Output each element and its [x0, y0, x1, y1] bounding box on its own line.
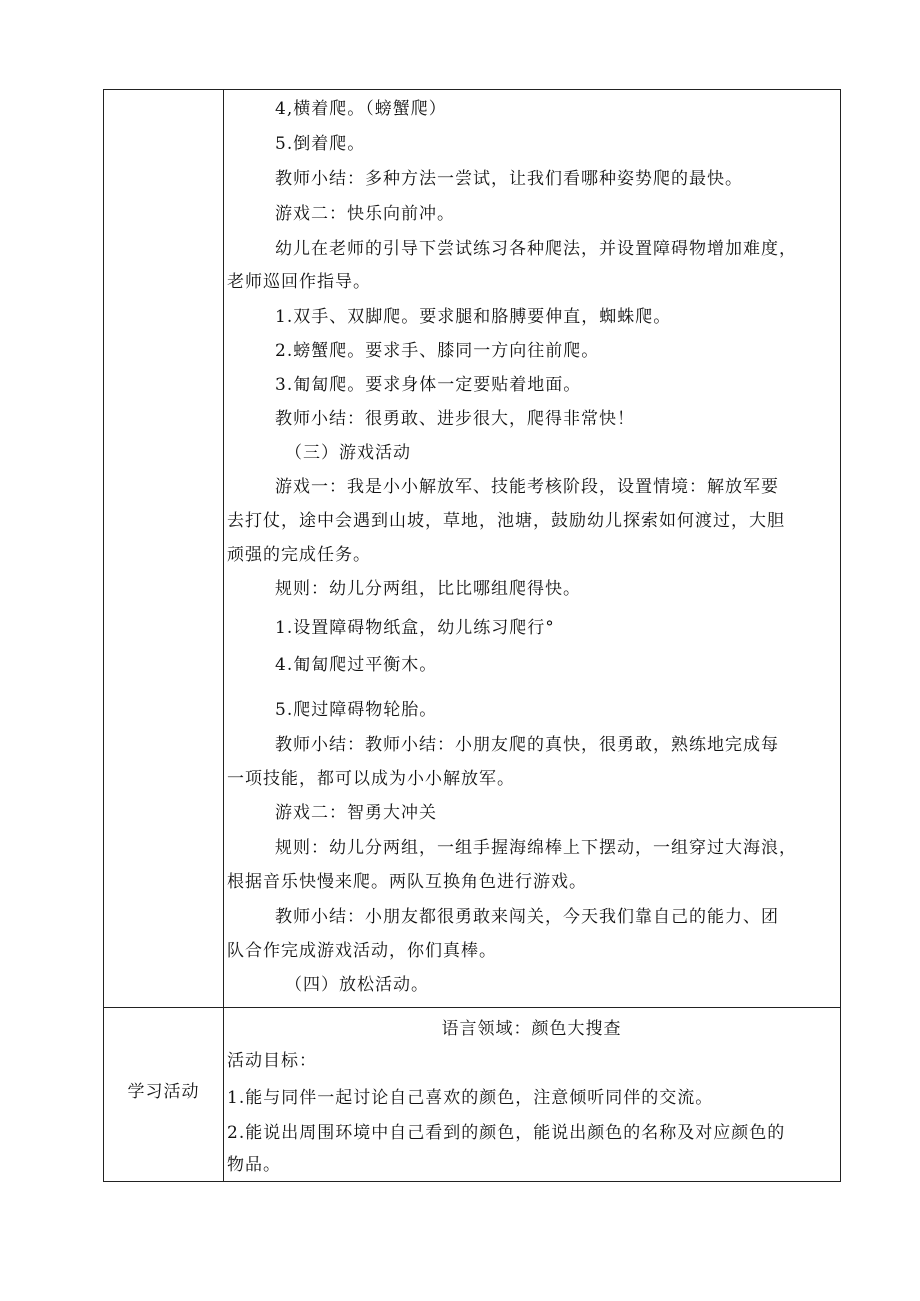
text-line: 4,横着爬。（螃蟹爬） — [275, 99, 447, 119]
text-line: 老师巡回作指导。 — [227, 272, 371, 292]
text-line: 去打仗，途中会遇到山坡，草地，池塘，鼓励幼儿探索如何渡过，大胆 — [227, 511, 785, 531]
text-line: 1.设置障碍物纸盒，幼儿练习爬行° — [275, 618, 555, 638]
text-line: 教师小结：小朋友都很勇敢来闯关，今天我们靠自己的能力、团 — [275, 907, 779, 927]
text-line: 队合作完成游戏活动，你们真棒。 — [227, 941, 497, 961]
column-divider — [223, 90, 224, 1181]
text-line: 2.螃蟹爬。要求手、膝同一方向往前爬。 — [275, 341, 600, 361]
text-line: 1.双手、双脚爬。要求腿和胳膊要伸直，蜘蛛爬。 — [275, 307, 672, 327]
text-line: 教师小结：教师小结：小朋友爬的真快，很勇敢，熟练地完成每 — [275, 735, 779, 755]
text-line: 活动目标： — [227, 1051, 317, 1071]
row-label-learning-activity: 学习活动 — [127, 1082, 200, 1102]
section-heading: （四）放松活动。 — [285, 975, 429, 995]
text-line: 教师小结：多种方法一尝试，让我们看哪种姿势爬的最快。 — [275, 169, 743, 189]
text-line: 5.倒着爬。 — [275, 134, 366, 154]
text-line: 根据音乐快慢来爬。两队互换角色进行游戏。 — [227, 872, 587, 892]
row-divider — [104, 1007, 840, 1008]
text-line: 幼儿在老师的引导下尝试练习各种爬法，并设置障碍物增加难度， — [275, 239, 797, 259]
text-line: 3.匍匐爬。要求身体一定要贴着地面。 — [275, 375, 582, 395]
text-line: 一项技能，都可以成为小小解放军。 — [227, 769, 515, 789]
text-line: 规则：幼儿分两组，一组手握海绵棒上下摆动，一组穿过大海浪， — [275, 838, 797, 858]
text-line: 游戏二：快乐向前冲。 — [275, 204, 455, 224]
section-heading: （三）游戏活动 — [285, 443, 411, 463]
text-line: 顽强的完成任务。 — [227, 545, 371, 565]
text-line: 物品。 — [227, 1155, 281, 1175]
text-line: 5.爬过障碍物轮胎。 — [275, 700, 438, 720]
text-line: 4.匍匐爬过平衡木。 — [275, 655, 438, 675]
text-line: 游戏一：我是小小解放军、技能考核阶段，设置情境：解放军要 — [275, 477, 779, 497]
text-line: 1.能与同伴一起讨论自己喜欢的颜色，注意倾听同伴的交流。 — [227, 1088, 714, 1108]
activity-title: 语言领域：颜色大搜查 — [441, 1019, 622, 1039]
text-line: 游戏二：智勇大冲关 — [275, 803, 437, 823]
document-table — [103, 89, 841, 1182]
text-line: 教师小结：很勇敢、进步很大，爬得非常快！ — [275, 409, 635, 429]
text-line: 规则：幼儿分两组，比比哪组爬得快。 — [275, 579, 581, 599]
text-line: 2.能说出周围环境中自己看到的颜色，能说出颜色的名称及对应颜色的 — [227, 1123, 786, 1143]
